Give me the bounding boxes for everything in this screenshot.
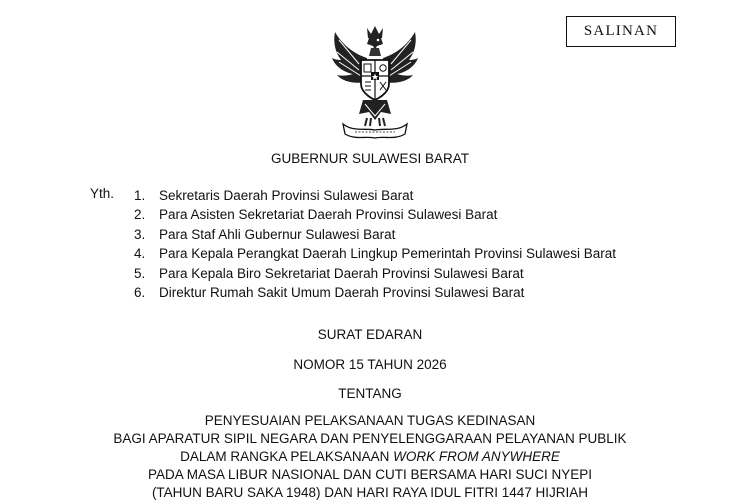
list-item [134,283,616,302]
list-text: Para Kepala Perangkat Daerah Lingkup Pemerintah Provinsi Sulawesi Barat [159,246,617,262]
list-text: Para Kepala Biro Sekretariat Daerah Provinsi Sulawesi Barat [159,265,524,281]
addressee-list [134,186,616,302]
list-item [134,244,616,263]
garuda-pancasila-emblem-icon [329,24,421,142]
list-number: 6. [134,284,146,300]
subject-line-5: (TAHUN BARU SAKA 1948) DAN HARI RAYA IDUL FITRI 1447 HIJRIAH [151,485,589,500]
list-number: 5. [134,265,146,281]
list-text: Para Staf Ahli Gubernur Sulawesi Barat [159,226,396,242]
sender-title: GUBERNUR SULAWESI BARAT [270,151,470,166]
salinan-label: SALINAN [583,23,659,39]
subject-line-3-prefix: DALAM RANGKA PELAKSANAAN [180,449,394,464]
addressee-label: Yth. [90,186,115,201]
subject-line-3 [0,448,738,466]
list-text: Direktur Rumah Sakit Umum Daerah Provinsi Sulawesi Barat [159,284,525,300]
list-text: Sekretaris Daerah Provinsi Sulawesi Barat [159,188,414,203]
list-item [134,205,616,224]
list-item [134,225,616,244]
list-text: Para Asisten Sekretariat Daerah Provinsi Sulawesi Barat [159,207,498,223]
subject-line-4: PADA MASA LIBUR NASIONAL DAN CUTI BERSAMA HARI SUCI NYEPI [147,467,593,482]
subject-line-1: PENYESUAIAN PELAKSANAAN TUGAS KEDINASAN [204,413,536,428]
list-number: 2. [134,207,146,223]
list-item [134,186,616,205]
subject-line-2: BAGI APARATUR SIPIL NEGARA DAN PENYELENGGARAAN PELAYANAN PUBLIK [113,431,627,446]
subject-line-3-italic: WORK FROM ANYWHERE [393,449,560,464]
letter-number: NOMOR 15 TAHUN 2026 [293,357,447,372]
letter-type: SURAT EDARAN [317,327,423,342]
list-item [134,264,616,283]
list-number: 4. [134,246,146,262]
letter-subject [0,412,738,502]
list-number: 3. [134,226,146,242]
salinan-stamp [566,16,676,47]
list-number: 1. [134,188,146,203]
letter-about: TENTANG [338,386,402,401]
